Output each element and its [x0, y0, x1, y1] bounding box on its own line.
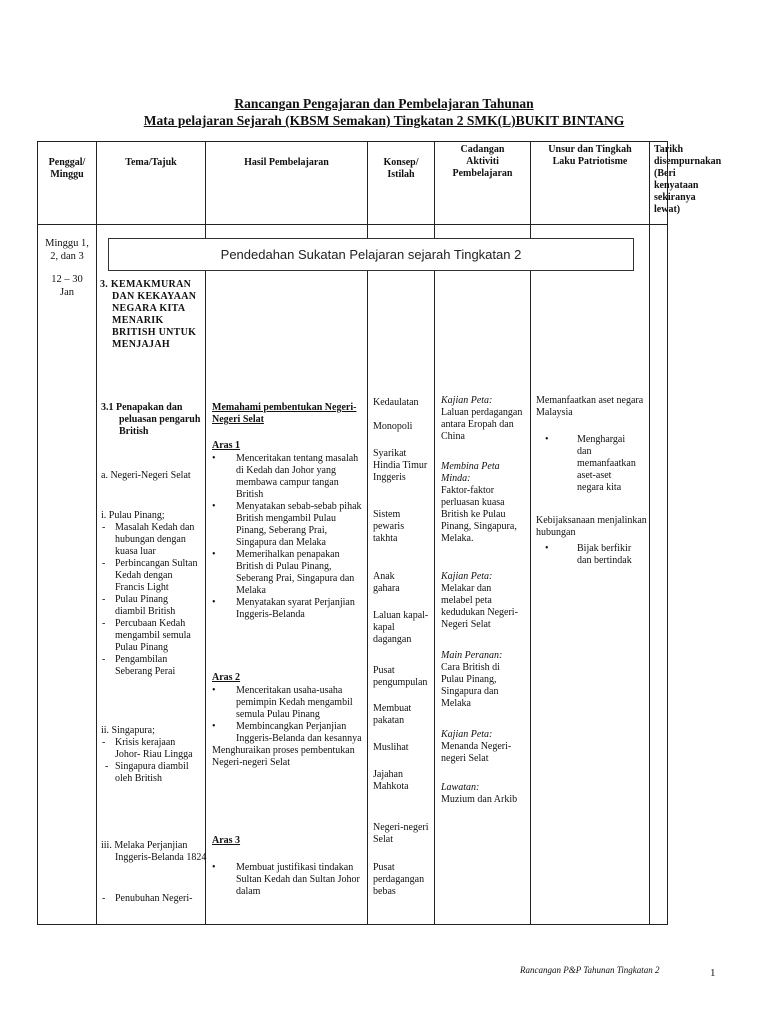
- list-item: • Menyatakan sebab-sebab pihak British mengambil Pulau Pinang, Seberang Prai, Singapura dan Melaka: [210, 501, 365, 549]
- aras-2-extra: Menghuraikan proses pembentukan Negeri-negeri Selat: [212, 745, 355, 768]
- tema-i: i. Pulau Pinang;: [101, 510, 165, 521]
- list-item: - Krisis kerajaan Johor- Riau Lingga: [102, 737, 193, 760]
- konsep-item: Pusat pengumpulan: [373, 665, 428, 688]
- header-penggal: Penggal/ Minggu: [38, 142, 97, 225]
- unsur-b1-item: • Menghargai dan memanfaatkan aset-aset negara kita: [543, 434, 643, 494]
- footer-text: Rancangan P&P Tahunan Tingkatan 2: [520, 965, 660, 975]
- cell-aktiviti: [435, 225, 531, 925]
- unsur-p1: Memanfaatkan aset negara Malaysia: [536, 395, 644, 418]
- list-item: - Percubaan Kedah mengambil semula Pulau Pinang: [102, 618, 191, 653]
- list-item: • Menceritakan tentang masalah di Kedah dan Johor yang membawa campur tangan British: [210, 453, 365, 501]
- week-dates: 12 – 30 Jan: [51, 274, 83, 298]
- tema-ii: ii. Singapura;: [101, 725, 155, 736]
- header-aktiviti: Cadangan Aktiviti Pembelajaran: [435, 142, 531, 225]
- konsep-item: Membuat pakatan: [373, 703, 412, 726]
- tema-a: a. Negeri-Negeri Selat: [101, 470, 191, 481]
- unsur-p2: Kebijaksanaan menjalinkan hubungan: [536, 515, 647, 538]
- konsep-item: Sistem pewaris takhta: [373, 509, 405, 544]
- cell-hasil: [206, 225, 368, 925]
- aktiviti-item: Membina Peta Minda: Faktor-faktor perluasan kuasa British ke Pulau Pinang, Singapura, Melaka.: [441, 461, 517, 544]
- cell-week: [38, 225, 97, 925]
- cell-tarikh: [650, 225, 668, 925]
- konsep-item: Laluan kapal-kapal dagangan: [373, 610, 429, 645]
- tema-main: 3. KEMAKMURAN DAN KEKAYAAN NEGARA KITA MENARIK BRITISH UNTUK MENJAJAH: [100, 279, 197, 350]
- aras-1-list: [210, 453, 365, 621]
- list-item: • Menyatakan syarat Perjanjian Inggeris-Belanda: [210, 597, 365, 621]
- tema-iii: iii. Melaka Perjanjian Inggeris-Belanda 1824: [101, 840, 207, 863]
- list-item: - Perbincangan Sultan Kedah dengan Francis Light: [102, 558, 198, 593]
- konsep-item: Negeri-negeri Selat: [373, 822, 429, 845]
- header-hasil: Hasil Pembelajaran: [206, 142, 368, 225]
- syllabus-banner: Pendedahan Sukatan Pelajaran sejarah Tingkatan 2: [108, 238, 634, 271]
- aktiviti-item: Lawatan: Muzium dan Arkib: [441, 782, 518, 805]
- tema-iii-item: - Penubuhan Negeri-: [102, 893, 193, 904]
- aras-2-label: Aras 2: [212, 672, 241, 683]
- hasil-heading: Memahami pembentukan Negeri-Negeri Selat: [212, 402, 357, 425]
- list-item: - Pengambilan Seberang Perai: [102, 654, 176, 677]
- tema-ii-list: [101, 737, 201, 785]
- konsep-item: Anak gahara: [373, 571, 400, 594]
- header-unsur: Unsur dan Tingkah Laku Patriotisme: [531, 142, 650, 225]
- page-number: 1: [710, 967, 716, 979]
- aras-2-list: [210, 685, 365, 769]
- list-item: • Membincangkan Perjanjian Inggeris-Belanda dan kesannya: [210, 721, 365, 745]
- aras-3-list: [210, 862, 365, 898]
- list-item: • Memerihalkan penapakan British di Pulau Pinang, Seberang Prai, Singapura dan Melaka: [210, 549, 365, 597]
- aktiviti-item: Kajian Peta: Laluan perdagangan antara Eropah dan China: [441, 395, 523, 442]
- aktiviti-item: Kajian Peta: Melakar dan melabel peta kedudukan Negeri-Negeri Selat: [441, 571, 518, 630]
- header-konsep: Konsep/ Istilah: [368, 142, 435, 225]
- cell-konsep: [368, 225, 435, 925]
- list-item: - Pulau Pinang diambil British: [102, 594, 176, 617]
- konsep-item: Syarikat Hindia Timur Inggeris: [373, 448, 428, 483]
- konsep-item: Muslihat: [373, 742, 409, 753]
- tema-i-list: [101, 522, 201, 678]
- week-label: Minggu 1, 2, dan 3: [45, 238, 89, 262]
- header-tarikh: Tarikh disempurnakan (Beri kenyataan sekiranya lewat): [650, 142, 668, 225]
- cell-unsur: [531, 225, 650, 925]
- aras-1-label: Aras 1: [212, 440, 241, 451]
- header-tema: Tema/Tajuk: [97, 142, 206, 225]
- aktiviti-item: Kajian Peta: Menanda Negeri-negeri Selat: [441, 729, 512, 764]
- konsep-item: Pusat perdagangan bebas: [373, 862, 425, 897]
- konsep-item: Jajahan Mahkota: [373, 769, 409, 792]
- konsep-item: Monopoli: [373, 421, 413, 432]
- cell-tema: [97, 225, 206, 925]
- list-item: • Membuat justifikasi tindakan Sultan Kedah dan Sultan Johor dalam: [210, 862, 365, 898]
- list-item: - Masalah Kedah dan hubungan dengan kuasa luar: [102, 522, 195, 557]
- document-title: Rancangan Pengajaran dan Pembelajaran Tahunan: [234, 96, 534, 111]
- aras-3-label: Aras 3: [212, 835, 241, 846]
- aktiviti-item: Main Peranan: Cara British di Pulau Pinang, Singapura dan Melaka: [441, 650, 503, 709]
- list-item: - Singapura diambil oleh British: [105, 761, 189, 784]
- konsep-item: Kedaulatan: [373, 397, 419, 408]
- list-item: • Menceritakan usaha-usaha pemimpin Kedah mengambil semula Pulau Pinang: [210, 685, 365, 721]
- tema-sub: 3.1 Penapakan dan peluasan pengaruh British: [101, 402, 201, 437]
- document-subtitle: Mata pelajaran Sejarah (KBSM Semakan) Tingkatan 2 SMK(L)BUKIT BINTANG: [143, 113, 625, 128]
- unsur-b2-item: • Bijak berfikir dan bertindak: [543, 543, 643, 567]
